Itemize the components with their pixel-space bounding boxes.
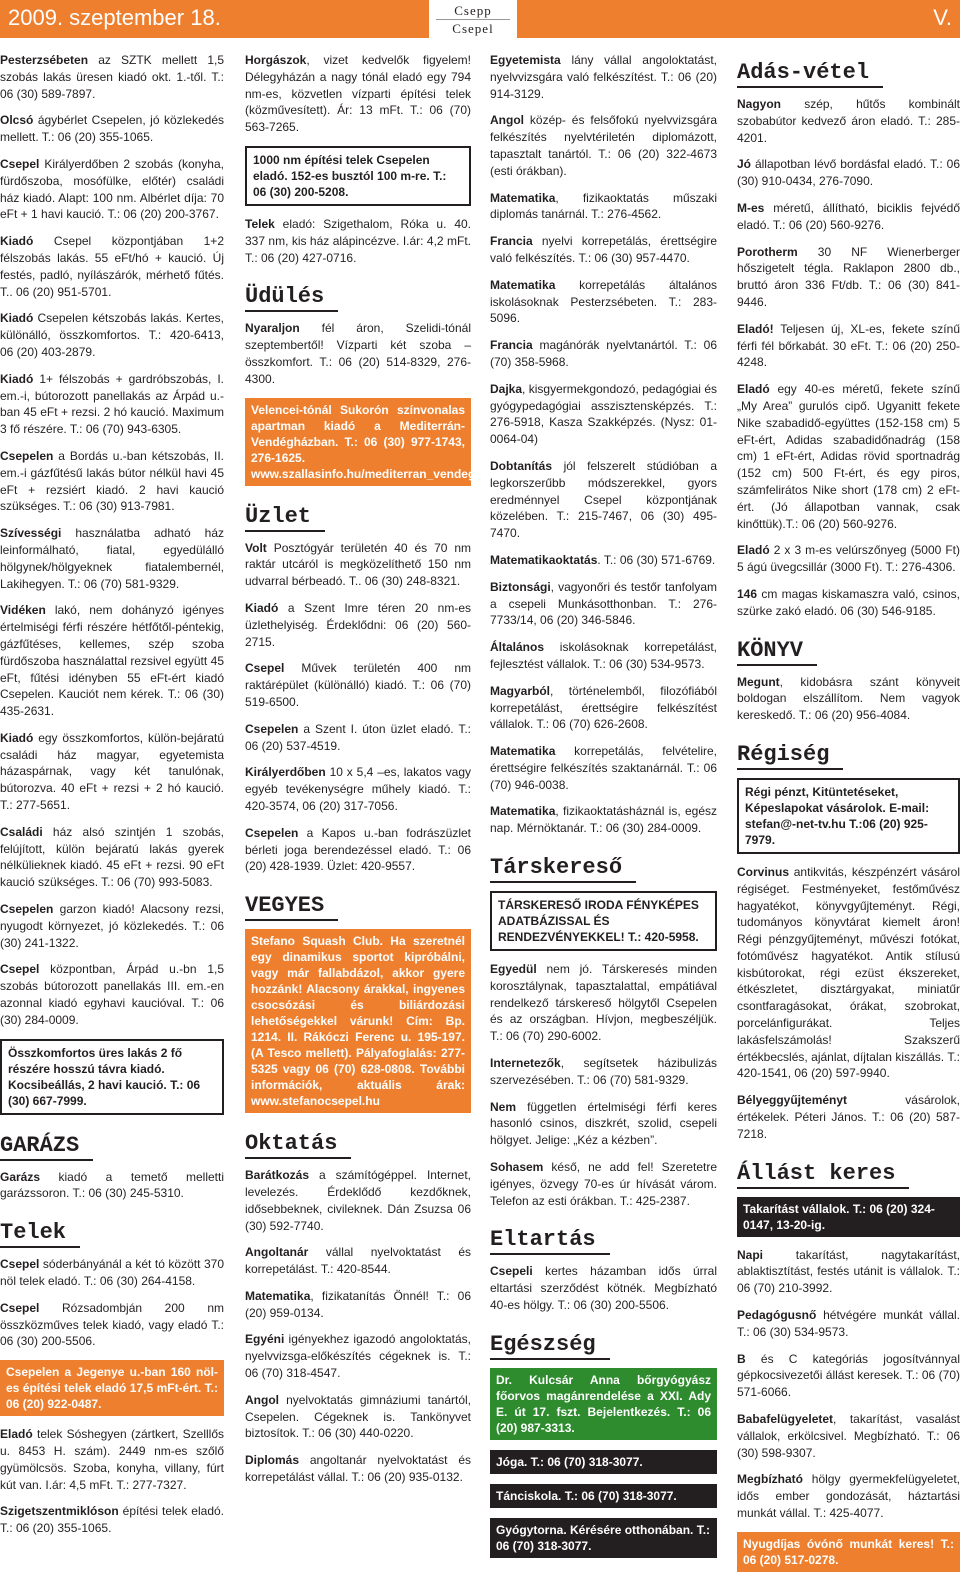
ad-text: Csepel központjában 1+2 félszobás lakás. 55 eFt/hó + kaució. Új festés, padló, nyílászárók, mérhető fűtés. T.. 06 (20) 951-5701.	[0, 234, 224, 299]
ad-keyword: Egyéni	[245, 1332, 285, 1347]
classified-ad	[737, 244, 960, 311]
classified-ad	[0, 1169, 224, 1203]
ad-keyword: Bélyeggyűjteményt	[737, 1093, 848, 1108]
ad-text: lakó, nem dohányzó igényes értelmiségi férfi részére hétfőtől-péntekig, gázfűtéses, kellemes, szép szoba fürdőszoba használattal rezsivel együtt 45 eFt, fűtési idényben 55 eFt-ért kiadó Csepelen. Kauciót nem kérek. T.: 06 (30) 435-2631.	[0, 603, 224, 719]
classified-ad	[0, 824, 224, 891]
ad-keyword: Megunt	[737, 674, 780, 689]
ad-keyword: Eladó	[737, 382, 770, 397]
classified-ad	[737, 156, 960, 190]
ad-keyword: Csepel	[0, 156, 40, 171]
section-heading-allas: Állást keres	[737, 1161, 909, 1189]
classified-ad	[245, 540, 471, 590]
column-4	[737, 52, 960, 1567]
classified-ad	[490, 1159, 717, 1209]
ad-text: Posztógyár területén 40 és 70 nm raktár utcáról is megközelíthető 150 nm udvarral bérbeadó. T.. 06 (30) 248-8321.	[245, 540, 471, 589]
classified-list	[245, 1167, 471, 1486]
highlight-ad: Gyógytorna. Kérésére otthonában. T.: 06 (70) 318-3077.	[490, 1518, 717, 1558]
ad-keyword: Kiadó	[0, 311, 34, 326]
ad-keyword: Csepelen	[0, 902, 54, 917]
ad-text: eladó: Szigethalom, Róka u. 40. 337 nm, kis ház alápincézve. I.ár: 4,2 mFt. T.: 06 (20) 427-0716.	[245, 216, 471, 265]
logo-divider	[436, 19, 510, 20]
ad-keyword: M-es	[737, 200, 765, 215]
ad-text: egy 40-es méretű, fekete színű „My Area” gurulós cipő. Ugyanitt fekete Nike szabadidő-együttes (152-158 cm) 5 eFt-ért, Adidas szabadidőnadrág (158 cm) 1 eFt-ért, Adidas rövid sportnadrág (152 cm) 500 Ft-ért, és egy piros, számfelirátos Nike short (178 cm) 2 eFt-ért. (Jó állapotban vannak, csak kinőttük).T.: 06 (20) 560-9276.	[737, 382, 960, 531]
highlight-ad: Tánciskola. T.: 06 (70) 318-3077.	[490, 1484, 717, 1508]
ad-text: nem jó. Társkeresés minden korosztálynak, tapasztalattal, empátiával rendelkező társkereső hölgytől Csepelen és az országban. Hívjon, megbeszéljük. T.: 06 (70) 290-6002.	[490, 962, 717, 1044]
classified-ad	[737, 1351, 960, 1401]
ad-text: angoltanár nyelvoktatást és korrepetálást vállal. T.: 06 (20) 935-0132.	[245, 1453, 471, 1485]
highlight-ad: Csepelen a Jegenye u.-ban 160 nöl-es építési telek eladó 17,5 mFt-ért. T.: 06 (20) 922-0487.	[0, 1360, 224, 1416]
ad-keyword: Matematika	[490, 277, 556, 292]
classified-ad	[0, 1426, 224, 1493]
ad-keyword: Matematikaoktatás	[490, 552, 598, 567]
ad-text: hölgy gyermekfelügyeletet, idős ember gondozását, háztartási munkát vállal. T.: 425-4077.	[737, 1472, 960, 1521]
highlight-ad: TÁRSKERESŐ IRODA FÉNYKÉPES ADATBÁZISSAL ÉS RENDEZVÉNYEKKEL! T.: 420-5958.	[490, 891, 717, 951]
ad-keyword: Magyarból	[490, 683, 551, 698]
ad-keyword: Diplomás	[245, 1453, 300, 1468]
classified-ad	[0, 310, 224, 360]
ad-keyword: Kiadó	[0, 730, 34, 745]
ad-keyword: Nyaraljon	[245, 321, 300, 336]
ad-text: sóderbányánál a két tó között 370 nöl telek eladó. T.: 06 (30) 264-4158.	[0, 1257, 224, 1289]
ad-text: Rózsadombján 200 nm összközműves telek kiadó, vagy eladó T.: 06 (30) 200-5506.	[0, 1300, 224, 1349]
classified-ad	[245, 764, 471, 814]
section-heading-vegyes: VEGYES	[245, 893, 338, 921]
classified-ad	[245, 1167, 471, 1234]
ad-text: igényekhez igazodó angoloktatás, nyelvvizsga-előkészítés cégeknek is. T.: 06 (70) 318-4547.	[245, 1332, 471, 1381]
ad-text: iskolásoknak korrepetálást, fejlesztést vállalok. T.: 06 (30) 534-9573.	[490, 640, 717, 671]
classified-ad	[490, 233, 717, 267]
ad-keyword: Internetezők	[490, 1056, 561, 1071]
highlight-ad: Jóga. T.: 06 (70) 318-3077.	[490, 1450, 717, 1474]
classified-ad	[245, 1331, 471, 1381]
classified-list	[245, 540, 471, 876]
ad-text: a Szent I. úton üzlet eladó. T.: 06 (20) 537-4519.	[245, 721, 471, 753]
ad-keyword: Nagyon	[737, 97, 782, 111]
ad-text: , segítsetek házibulizás szervezésében. T.: 06 (70) 581-9329.	[490, 1056, 717, 1087]
classified-ad	[0, 156, 224, 223]
ad-keyword: Angol	[490, 113, 524, 128]
ad-text: közép- és felsőfokú nyelvvizsgára felkészítés nyelvtériletén diplomázott, tapasztalt tanártól. T.: 06 (20) 322-4673 (esti órákban).	[490, 113, 717, 178]
ad-text: korrepetálás, felvételire, érettségire felkészítés szaktanárnál. T.: 06 (70) 946-0038.	[490, 744, 717, 792]
header-bar-right	[517, 0, 960, 38]
section-heading-tarskereso: Társkereső	[490, 855, 636, 883]
ad-keyword: Garázs	[0, 1169, 41, 1184]
ad-keyword: Francia	[490, 234, 533, 249]
ad-text: takarítást, nagytakarítást, ablaktisztítást, festés utánit is vállalok. T.: 06 (70) 210-3992.	[737, 1247, 960, 1296]
masthead-logo	[429, 0, 517, 38]
ad-keyword: 146	[737, 586, 758, 601]
classified-ad	[0, 1256, 224, 1290]
ad-keyword: Csepelen	[245, 825, 299, 840]
ad-keyword: Biztonsági	[490, 579, 551, 594]
ad-text: az SZTK mellett 1,5 szobás lakás üresen kiadó okt. 1.-től. T.: 06 (30) 589-7897.	[0, 53, 224, 101]
highlight-ad: Stefano Squash Club. Ha szeretnél egy dinamikus sportot kipróbálni, vagy már fallabdázol, akkor gyere hozzánk! Alacsony árakkal, ingyenes csocsózási és biliárdozási lehetőségekkel várunk! Cím: Bp. 1214. II. Rákóczi Ferenc u. 195-197. (A Tesco mellett). Pályafoglalás: 277-5325 vagy 06 (70) 628-0808. További információk, aktuális árak: www.stefanocsepel.hu	[245, 929, 471, 1113]
classified-list	[737, 1247, 960, 1522]
ad-keyword: Corvinus	[737, 864, 790, 879]
classified-ad	[245, 52, 471, 136]
ad-text: kiadó a temető melletti garázssoron. T.: 06 (30) 245-5310.	[0, 1169, 224, 1201]
column-3	[490, 52, 717, 1553]
highlight-ad: Velencei-tónál Sukorón színvonalas apartman kiadó a Mediterrán-Vendégházban. T.: 06 (30) 977-1743, 276-1625. www.szallasinfo.hu/mediterran_vendeghaz	[245, 398, 471, 486]
ad-text: jól felszerelt stúdióban a legkorszerűbb módszerekkel, gyors eredménnyel Csepel központjának közelében. T.: 215-7467, 06 (30) 495-7470.	[490, 458, 717, 541]
classified-ad	[737, 1471, 960, 1521]
classified-ad	[0, 602, 224, 720]
classified-ad	[245, 600, 471, 650]
classified-ad	[245, 320, 471, 387]
ad-keyword: Családi	[0, 824, 43, 839]
ad-keyword: Általános	[490, 640, 545, 655]
classified-ad	[0, 371, 224, 438]
ad-text: magánórák nyelvtanártól. T.: 06 (70) 358-5968.	[490, 338, 717, 369]
ad-keyword: Csepel	[245, 661, 285, 676]
ad-keyword: Angoltanár	[245, 1245, 309, 1260]
ad-text: korrepetálás általános iskolásoknak Pesterzsébeten. T.: 283-5096.	[490, 277, 717, 326]
classified-ad	[0, 901, 224, 951]
classified-ad	[737, 674, 960, 724]
ad-text: . T.: 06 (30) 571-6769.	[597, 552, 716, 567]
ad-keyword: Csepel	[0, 1257, 40, 1272]
ad-keyword: Csepel	[0, 1300, 40, 1315]
ad-keyword: Csepelen	[0, 448, 54, 463]
ad-keyword: Csepeli	[490, 1264, 533, 1279]
classified-list	[490, 1263, 717, 1313]
classified-ad	[737, 96, 960, 146]
classified-ad	[737, 864, 960, 1082]
ad-keyword: Kiadó	[0, 234, 34, 249]
classified-ad	[490, 639, 717, 673]
ad-text: , vizet kedvelők figyelem! Délegyházán a nagy tónál eladó egy 794 nm-es, közvetlen vízparti építési telek (közművesített). Ár: 13 mFt. T.: 06 (70) 563-7265.	[245, 53, 471, 135]
ad-text: , vagyonőri és testőr tanfolyam a csepeli Munkásotthonban. T.: 276-7733/14, 06 (20) 346-5846.	[490, 579, 717, 628]
ad-keyword: Vidéken	[0, 603, 46, 618]
classified-list	[0, 1169, 224, 1203]
ad-keyword: Matematika	[490, 744, 556, 759]
ad-keyword: Csepelen	[245, 721, 299, 736]
ad-keyword: Királyerdőben	[245, 765, 326, 780]
ad-text: hétvégére munkát vállal. T.: 06 (30) 534-9573.	[737, 1308, 960, 1339]
ad-keyword: Szigetszentmiklóson	[0, 1504, 119, 1519]
page-header	[0, 0, 960, 38]
ad-keyword: Horgászok	[245, 53, 307, 67]
column-2	[245, 52, 496, 1489]
highlight-ad: Dr. Kulcsár Anna bőrgyógyász főorvos magánrendelése a XXI. Ady E. út 17. fszt. Bejelentkezés. T.: 06 (20) 987-3313.	[490, 1368, 717, 1440]
classified-ad	[490, 552, 717, 569]
ad-keyword: Kiadó	[0, 371, 34, 386]
ad-text: vállal nyelvoktatást és korrepetálást. T.: 420-8544.	[245, 1245, 471, 1277]
ad-text: antikvitás, készpénzért vásárol régiséget. Festményeket, festőművész hagyatékot, könyvgyűjteményt. Régi, tudományos könyvtárat kiemelt áron! Régi pénzgyűjteményt, művészi fotókat, fotóművész hagyatékot. Antik stílusú kisbútorokat, régi ezüst ékszereket, étkészletet, disztárgyakat, miniatűr csontfaragásokat, órákat, szobrokat, porcelánfigurákat. Teljes lakásfelszámolás! Szakszerű értékbecslés, ajánlat, díjtalan kiszállás. T.: 420-1541, 06 (20) 597-9940.	[737, 864, 960, 1081]
ad-keyword: Pesterzsébeten	[0, 53, 89, 67]
ad-keyword: Olcsó	[0, 113, 34, 128]
section-heading-garazs: GARÁZS	[0, 1133, 93, 1161]
ad-keyword: B	[737, 1351, 746, 1366]
classified-ad	[245, 1392, 471, 1442]
classified-ad	[490, 743, 717, 793]
logo-line-1: Csepp	[454, 3, 492, 18]
classified-ad	[245, 660, 471, 710]
ad-text: használatba adható ház leinformálható, fiatal, egyedülálló hölgynek/hölgyeknek fiatalembernél, Lakihegyen. T.: 06 (70) 581-9329.	[0, 526, 224, 591]
ad-keyword: Sohasem	[490, 1160, 544, 1175]
ad-text: , fizikatanítás Önnél! T.: 06 (20) 959-0134.	[245, 1288, 471, 1320]
ad-keyword: Kiadó	[245, 600, 279, 615]
ad-text: vásárolok, értékelek. Péteri János. T.: 06 (20) 587-7218.	[737, 1093, 960, 1141]
classified-ad	[245, 721, 471, 755]
ad-keyword: Babafelügyeletet	[737, 1412, 834, 1427]
classified-list	[737, 864, 960, 1143]
ad-text: , kidobásra szánt könyveit boldogan elszállítom. Nem vagyok kereskedő. T.: 06 (20) 956-4084.	[737, 674, 960, 723]
classified-ad	[737, 1307, 960, 1341]
ad-text: fél áron, Szelidi-tónál szeptembertől! Vízparti két szoba – összkomfort. T.: 06 (20) 514-8329, 276-4300.	[245, 321, 471, 386]
classified-ad	[0, 448, 224, 515]
highlight-ad: Takarítást vállalok. T.: 06 (20) 324-0147, 13-20-ig.	[737, 1197, 960, 1237]
ad-keyword: Francia	[490, 338, 533, 353]
ad-text: telek Sóshegyen (zártkert, Szelllős u. 8453 H. szám). 2449 nm-es szőlő gyümölcsös. Szoba, konyha, villany, fúrt kút van. I.ár: 4,5 mFt. T.: 277-7327.	[0, 1427, 224, 1492]
ad-text: központban, Árpád u.-bn 1,5 szobás bútorozott panellakás III. em.-en azonnal kiadó egyhavi kaucióval. T.: 06 (30) 284-0009.	[0, 962, 224, 1027]
ad-keyword: Dobtanítás	[490, 458, 553, 473]
ad-keyword: Telek	[245, 216, 275, 231]
classified-ad	[490, 1263, 717, 1313]
ad-text: , fizikaoktatás műszaki diplomás tanárnál. T.: 276-4562.	[490, 190, 717, 222]
classified-ad	[737, 542, 960, 576]
ad-text: építési telek eladó. T.: 06 (20) 355-1065.	[0, 1504, 224, 1536]
ad-text: méretű, állítható, biciklis fejvédő eladó. T.: 06 (20) 560-9276.	[737, 200, 960, 232]
ad-text: ház alsó szintjén 1 szobás, felújított, külön bejáratú lakás gyerek nélkülieknek kiadó. 45 eFt + rezsi. 90 eFt kaució szükséges. T.: 06 (70) 993-5083.	[0, 824, 224, 890]
ad-text: szép, hűtős kombinált szobabútor kedvező áron eladó. T.: 285-4201.	[737, 97, 960, 145]
section-heading-telek: Telek	[0, 1220, 80, 1248]
classified-ad	[0, 961, 224, 1028]
classified-list	[737, 674, 960, 724]
ad-keyword: Angol	[245, 1392, 279, 1407]
classified-list	[0, 1426, 224, 1537]
classified-ad	[0, 1503, 224, 1537]
ad-keyword: Matematika	[490, 804, 556, 819]
ad-keyword: Eladó	[0, 1427, 33, 1442]
classified-ad	[0, 1300, 224, 1350]
classified-list	[245, 216, 471, 266]
ad-text: , kisgyermekgondozó, pedagógiai és gyógypedagógiai asszisztensképzés. T.: 276-5918, Kasza Szakképzés. (Nysz: 01-0064-04)	[490, 381, 717, 447]
classified-ad	[0, 52, 224, 102]
classified-ad	[737, 200, 960, 234]
ad-text: késő, ne add fel! Szeretetre igényes, özvegy 70-es úr hívását várom. Telefon az esti órákban. T.: 425-2387.	[490, 1160, 717, 1208]
classified-ad	[245, 825, 471, 875]
classified-ad	[490, 381, 717, 448]
highlight-ad: Régi pénzt, Kitüntetéseket, Képeslapokat vásárolok. E-mail: stefan@-net-tv.hu T.:06 (20) 925-7979.	[737, 778, 960, 854]
classified-list	[245, 320, 471, 387]
ad-text: Királyerdőben 2 szobás (konyha, fürdőszoba, mosófülke, előtér) családi ház kiadó. Alapt: 100 nm. Albérlet díja: 70 eFt + 1 havi kaució. T.: 06 (20) 200-3767.	[0, 156, 224, 222]
classified-list	[245, 52, 471, 136]
ad-text: független értelmiségi férfi keres hasonló csinos, diszkrét, szolid, csepeli hölgyet. Jelige: „Kéz a kézben”.	[490, 1099, 717, 1148]
classified-ad	[490, 52, 717, 102]
ad-keyword: Csepel	[0, 962, 40, 977]
section-heading-udules: Üdülés	[245, 284, 338, 312]
logo-line-2: Csepel	[452, 21, 494, 36]
ad-keyword: Barátkozás	[245, 1168, 310, 1183]
ad-keyword: Nem	[490, 1099, 517, 1114]
ad-text: 2 x 3 m-es velúrszőnyeg (5000 Ft) 5 ágú üvegcsillár (3000 Ft). T.: 276-4306.	[737, 543, 960, 575]
classified-ad	[490, 1099, 717, 1149]
section-heading-adasvetel: Adás-vétel	[737, 60, 883, 88]
ad-text: nyelvoktatás gimnáziumi tanártól, Csepelen. Cégeknek is. Tankönyvet biztosítok. T.: 06 (30) 440-0220.	[245, 1392, 471, 1441]
classified-ad	[245, 216, 471, 266]
page-number: V.	[933, 5, 952, 30]
classified-ad	[737, 586, 960, 620]
column-1	[0, 52, 224, 1536]
classified-list	[490, 52, 717, 837]
section-heading-konyv: KÖNYV	[737, 638, 817, 666]
ad-keyword: Volt	[245, 540, 267, 555]
ad-text: lány vállal angoloktatást, nyelvvizsgára való felkészítést. T.: 06 (20) 914-3129.	[490, 53, 717, 101]
ad-text: cm magas kiskamaszra való, csinos, szürke zakó eladó. 06 (30) 546-9185.	[737, 586, 960, 618]
classified-list	[490, 961, 717, 1209]
classified-list	[0, 1256, 224, 1350]
ad-text: ágybérlet Csepelen, jó közlekedés mellett. T.: 06 (20) 355-1065.	[0, 113, 224, 145]
ad-keyword: Egyedül	[490, 962, 537, 977]
ad-text: a Bordás u.-ban kétszobás, II. em.-i gázfűtésű lakás bútor nélkül havi 45 eFt + rezsiért kiadó. 2 havi kaució szükséges. T.: 06 (30) 913-7981.	[0, 448, 224, 514]
ad-text: állapotban lévő bordásfal eladó. T.: 06 (30) 910-0434, 276-7090.	[737, 157, 960, 189]
classified-ad	[490, 1055, 717, 1089]
ad-text: 30 NF Wienerberger hőszigetelt tégla. Raklapon 2800 db., bruttó áron 336 Ft/db. T.: 06 (30) 841-9446.	[737, 244, 960, 309]
ad-keyword: Napi	[737, 1247, 764, 1262]
classified-ad	[737, 1411, 960, 1461]
section-heading-uzlet: Üzlet	[245, 504, 325, 532]
highlight-ad: Nyugdíjas óvónő munkát keres! T.: 06 (20) 517-0278.	[737, 1532, 960, 1572]
ad-text: a Szent Imre téren 20 nm-es üzlethelyiség. Érdeklődni: 06 (20) 560-2715.	[245, 600, 471, 649]
classified-ad	[490, 190, 717, 224]
classified-ad	[0, 112, 224, 146]
section-heading-egeszseg: Egészség	[490, 1332, 610, 1360]
ad-keyword: Matematika	[245, 1288, 311, 1303]
highlight-ad: 1000 nm építési telek Csepelen eladó. 152-es busztól 100 m-re. T.: 06 (30) 200-5208.	[245, 146, 471, 206]
ad-text: Teljesen új, XL-es, fekete színű férfi fél bőrkabát. 30 eFt. T.: 06 (20) 250-4248.	[737, 321, 960, 370]
ad-text: Művek területén 400 nm raktárépület (különálló) kiadó. T.: 06 (70) 519-6500.	[245, 661, 471, 709]
classified-ad	[245, 1288, 471, 1322]
ad-text: Csepelen kétszobás lakás. Kertes, különálló, összkomfortos. T.: 420-6413, 06 (20) 403-2879.	[0, 311, 224, 359]
classified-ad	[490, 803, 717, 837]
highlight-ad: Összkomfortos üres lakás 2 fő részére hosszú távra kiadó. Kocsibeállás, 2 havi kaució. T.: 06 (30) 667-7999.	[0, 1039, 224, 1115]
classified-ad	[490, 683, 717, 733]
ad-text: kertes házamban idős úrral eltartási szerződést kötnék. Megbízható 40-es hölgy. T.: 06 (30) 200-5506.	[490, 1264, 717, 1313]
ad-text: , takarítást, vasalást vállalok, erkölcsivel. Megbízható. T.: 06 (30) 598-9307.	[737, 1412, 960, 1460]
ad-text: , fizikaoktatásháznál is, egész nap. Mérnöktanár. T.: 06 (30) 284-0009.	[490, 804, 717, 836]
ad-text: és C kategóriás jogosítvánnyal gépkocsivezetői állást keresek. T.: 06 (70) 571-6066.	[737, 1351, 960, 1400]
ad-keyword: Pedagógusnő	[737, 1308, 817, 1323]
ad-keyword: Porotherm	[737, 244, 798, 259]
classified-ad	[490, 337, 717, 371]
ad-keyword: Megbízható	[737, 1472, 803, 1487]
ad-text: nyelvi korrepetálás, érettségire való felkészítés. T.: 06 (30) 957-4470.	[490, 234, 717, 265]
classified-ad	[490, 277, 717, 327]
section-heading-regiseg: Régiség	[737, 742, 843, 770]
classified-ad	[245, 1452, 471, 1486]
ad-text: egy összkomfortos, külön-bejáratú családi ház magyar, egyetemista házaspárnak, vagy két tanulónak, bútorozva. 40 eFt + rezsi + 2 hó kaució. T.: 277-5651.	[0, 730, 224, 813]
ad-text: a Kapos u.-ban fodrászüzlet bérleti joga berendezéssel eladó. T.: 06 (20) 428-1939. Üzlet: 420-9557.	[245, 825, 471, 874]
ad-text: , történelemből, filozófiából korrepetálást, érettségire felkészítést vállalok. T.: 06 (70) 626-2608.	[490, 683, 717, 732]
classified-ad	[737, 381, 960, 532]
ad-text: 1+ félszobás + gardróbszobás, I. em.-i, bútorozott panellakás az Árpád u.-ban 45 eFt + rezsi. 2 hó kaució. Maximum 3 fő részére. T.: 06 (70) 943-6305.	[0, 371, 224, 437]
ad-text: 10 x 5,4 –es, lakatos vagy egyéb tevékenységre műhely kiadó. T.: 420-3574, 06 (20) 317-7056.	[245, 765, 471, 813]
classified-ad	[490, 112, 717, 179]
ad-keyword: Egyetemista	[490, 53, 561, 67]
issue-date: 2009. szeptember 18.	[8, 5, 221, 30]
classified-list	[737, 96, 960, 620]
classified-ad	[737, 1092, 960, 1142]
classified-ad	[0, 525, 224, 592]
classified-ad	[737, 321, 960, 371]
classified-ad	[737, 1247, 960, 1297]
classified-ad	[245, 1244, 471, 1278]
classified-ad	[490, 579, 717, 629]
section-heading-eltartas: Eltartás	[490, 1227, 610, 1255]
ad-keyword: Eladó!	[737, 321, 774, 336]
ad-keyword: Szívességi	[0, 526, 62, 541]
ad-keyword: Dajka	[490, 381, 523, 396]
ad-keyword: Eladó	[737, 543, 770, 558]
classified-ad	[490, 458, 717, 542]
ad-keyword: Matematika	[490, 190, 556, 205]
ad-text: garzon kiadó! Alacsony rezsi, nyugodt környezet, jó közlekedés. T.: 06 (30) 241-1322.	[0, 902, 224, 950]
classified-list	[0, 52, 224, 1029]
section-heading-oktatas: Oktatás	[245, 1131, 351, 1159]
ad-text: a számítógéppel. Internet, levelezés. Érdeklődő kezdőknek, idősebbeknek, civileknek. Dán Zsuzsa 06 (30) 592-7740.	[245, 1168, 471, 1233]
ad-keyword: Jó	[737, 157, 752, 172]
classified-ad	[0, 730, 224, 814]
classified-ad	[490, 961, 717, 1045]
classified-ad	[0, 233, 224, 300]
